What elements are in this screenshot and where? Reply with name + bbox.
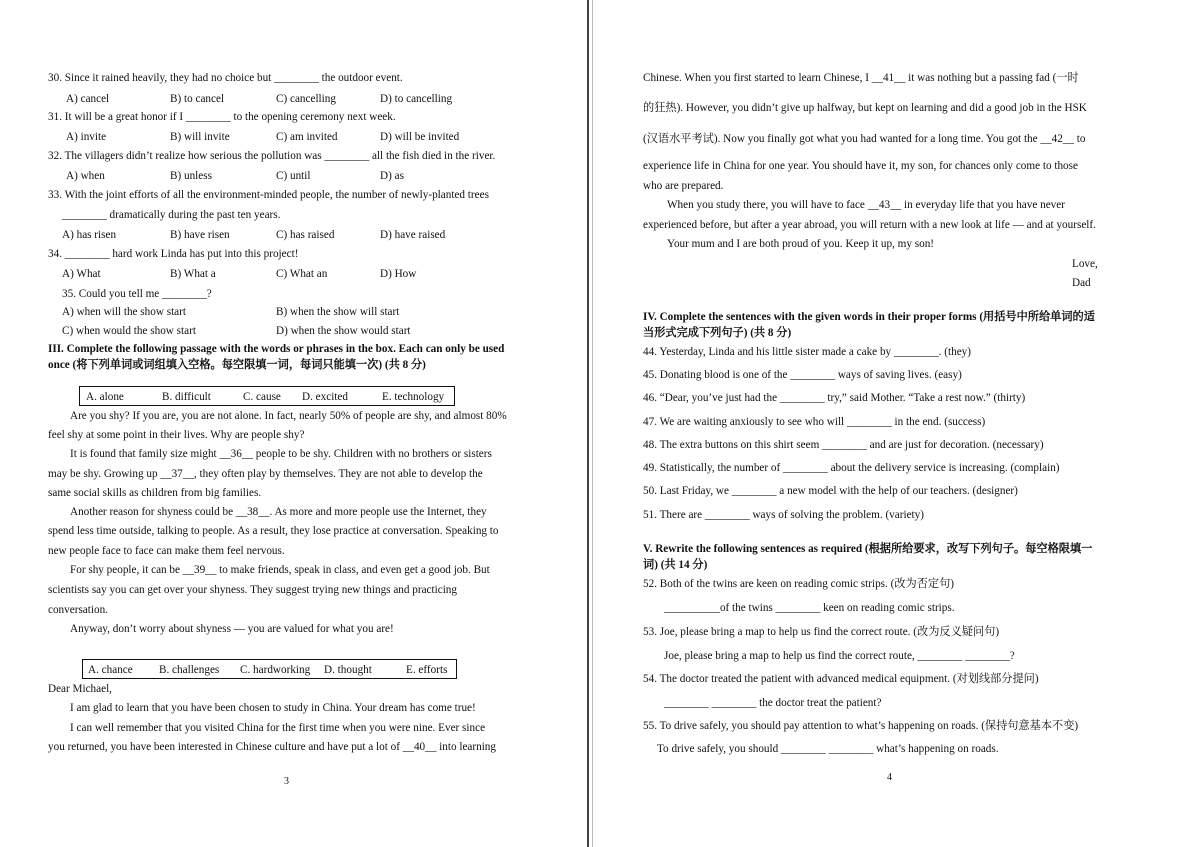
word-option: A. alone [86,391,124,403]
passage-line: feel shy at some point in their lives. Why are people shy? [48,429,305,441]
letter-line: you returned, you have been interested in Chinese culture and have put a lot of __40__ into learning [48,741,496,753]
page-number: 3 [284,776,289,787]
question-55: 55. To drive safely, you should pay attention to what’s happening on roads. (保持句意基本不变) [643,720,1079,732]
option: A) What [62,268,101,280]
option: D) as [380,170,404,182]
passage-line: For shy people, it can be __39__ to make friends, speak in class, and even get a good job. But [70,564,490,576]
option: C) when would the show start [62,325,196,337]
option: B) to cancel [170,93,225,105]
question-32: 32. The villagers didn’t realize how serious the pollution was ________ all the fish died in the river. [48,150,496,162]
passage-line: same social skills as children from big families. [48,487,262,499]
passage-line: scientists say you can get over your shyness. They suggest trying new things and practicing [48,584,457,596]
option: B) when the show will start [276,306,400,318]
word-option: D. excited [302,391,348,403]
option: B) have risen [170,229,230,241]
question-47: 47. We are waiting anxiously to see who will ________ in the end. (success) [643,416,986,428]
answer-line-55: To drive safely, you should ________ ________ what’s happening on roads. [657,743,999,755]
passage-line: conversation. [48,604,108,616]
word-option: B. challenges [159,664,220,676]
letter-line: When you study there, you will have to face __43__ in everyday life that you have never [667,199,1065,211]
question-31: 31. It will be a great honor if I ________ to the opening ceremony next week. [48,111,396,123]
passage-line: Another reason for shyness could be __38__. As more and more people use the Internet, they [70,506,487,518]
section-3-heading-cont: once (将下列单词或词组填入空格。每空限填一词，每词只能填一次) (共 8 分) [48,359,426,371]
passage-line: new people face to face can make them feel nervous. [48,545,285,557]
option: C) What an [276,268,328,280]
letter-line: Your mum and I are both proud of you. Keep it up, my son! [667,238,935,250]
question-33-cont: ________ dramatically during the past ten years. [62,209,281,221]
answer-line-52: __________of the twins ________ keen on reading comic strips. [664,602,955,614]
question-33: 33. With the joint efforts of all the environment-minded people, the number of newly-planted trees [48,189,489,201]
question-30: 30. Since it rained heavily, they had no choice but ________ the outdoor event. [48,72,403,84]
word-option: D. thought [324,664,372,676]
word-option: E. technology [382,391,445,403]
word-option: C. hardworking [240,664,311,676]
passage-line: may be shy. Growing up __37__, they often play by themselves. They are not able to develop the [48,468,483,480]
passage-line: It is found that family size might __36__ people to be shy. Children with no brothers or sisters [70,448,492,460]
option: D) How [380,268,417,280]
question-49: 49. Statistically, the number of ________ about the delivery service is increasing. (complain) [643,462,1060,474]
question-35: 35. Could you tell me ________? [62,288,212,300]
question-48: 48. The extra buttons on this shirt seem ________ and are just for decoration. (necessary) [643,439,1044,451]
question-46: 46. “Dear, you’ve just had the ________ try,” said Mother. “Take a rest now.” (thirty) [643,392,1026,404]
option: A) cancel [66,93,110,105]
letter-line: (汉语水平考试). Now you finally got what you had wanted for a long time. You got the __42__ to [643,133,1086,145]
option: D) when the show would start [276,325,411,337]
passage-line: Anyway, don’t worry about shyness — you are valued for what you are! [70,623,394,635]
option: B) unless [170,170,212,182]
word-option: E. efforts [406,664,448,676]
question-45: 45. Donating blood is one of the ________ ways of saving lives. (easy) [643,369,962,381]
section-4-heading: IV. Complete the sentences with the given words in their proper forms (用括号中所给单词的适 [643,311,1095,323]
option: A) invite [66,131,107,143]
option: A) when will the show start [62,306,186,318]
option: D) to cancelling [380,93,453,105]
page-number: 4 [887,772,892,783]
option: B) will invite [170,131,230,143]
answer-line-54: ________ ________ the doctor treat the patient? [664,697,882,709]
passage-line: spend less time outside, talking to people. As a result, they lose practice at conversation. Speaking to [48,525,499,537]
option: C) until [276,170,311,182]
option: C) cancelling [276,93,336,105]
word-option: A. chance [88,664,133,676]
option: C) am invited [276,131,338,143]
question-51: 51. There are ________ ways of solving the problem. (variety) [643,509,924,521]
word-option: C. cause [243,391,281,403]
letter-signature: Dad [1072,277,1091,289]
letter-line: Chinese. When you first started to learn Chinese, I __41__ it was nothing but a passing fad (一时 [643,72,1079,84]
option: A) when [66,170,105,182]
question-34: 34. ________ hard work Linda has put into this project! [48,248,299,260]
passage-line: Are you shy? If you are, you are not alone. In fact, nearly 50% of people are shy, and almost 80% [70,410,507,422]
letter-line: 的狂热). However, you didn’t give up halfway, but kept on learning and did a good job in the HSK [643,102,1087,114]
letter-line: who are prepared. [643,180,724,192]
section-4-heading-cont: 当形式完成下列句子) (共 8 分) [643,327,792,339]
letter-line: experience life in China for one year. You should have it, my son, for chances only come to those [643,160,1078,172]
section-5-heading-cont: 词) (共 14 分) [643,559,708,571]
question-44: 44. Yesterday, Linda and his little sister made a cake by ________. (they) [643,346,971,358]
question-54: 54. The doctor treated the patient with advanced medical equipment. (对划线部分提问) [643,673,1039,685]
letter-line: I can well remember that you visited China for the first time when you were nine. Ever since [70,722,486,734]
question-50: 50. Last Friday, we ________ a new model with the help of our teachers. (designer) [643,485,1018,497]
answer-line-53: Joe, please bring a map to help us find the correct route, ________ ________? [664,650,1015,662]
letter-line: I am glad to learn that you have been chosen to study in China. Your dream has come true! [70,702,476,714]
option: C) has raised [276,229,335,241]
question-52: 52. Both of the twins are keen on reading comic strips. (改为否定句) [643,578,955,590]
option: D) will be invited [380,131,460,143]
section-5-heading: V. Rewrite the following sentences as required (根据所给要求，改写下列句子。每空格限填一 [643,543,1093,555]
letter-line: experienced before, but after a year abroad, you will return with a new look at life — and at yourself. [643,219,1096,231]
question-53: 53. Joe, please bring a map to help us find the correct route. (改为反义疑问句) [643,626,1000,638]
exam-page-3 [0,0,588,847]
word-option: B. difficult [162,391,211,403]
section-3-heading: III. Complete the following passage with the words or phrases in the box. Each can only be used [48,343,505,355]
letter-salutation: Dear Michael, [48,683,112,695]
exam-page-4 [592,0,1200,847]
option: B) What a [170,268,216,280]
letter-closing: Love, [1072,258,1098,270]
option: D) have raised [380,229,446,241]
option: A) has risen [62,229,117,241]
